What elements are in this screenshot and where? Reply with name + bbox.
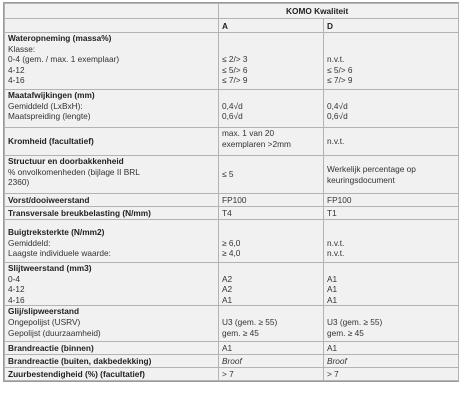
buigtreksterkte-r1: Gemiddeld:	[8, 237, 51, 248]
brandreactie-binnen-title: Brandreactie (binnen)	[5, 342, 219, 355]
zuurbestendigheid-d: > 7	[324, 368, 459, 381]
maatafwijkingen-a2: 0,6√d	[222, 111, 243, 122]
cell-structuur-d	[324, 156, 459, 194]
maatafwijkingen-d1: 0,4√d	[327, 100, 348, 111]
cell-maatafwijkingen-d	[324, 90, 459, 128]
wateropneming-a1: ≤ 2/> 3	[222, 54, 248, 65]
wateropneming-r3: 4-16	[8, 75, 25, 86]
zuurbestendigheid-a: > 7	[219, 368, 324, 381]
row-wateropneming	[5, 33, 459, 90]
kromheid-a1: max. 1 van 20	[222, 128, 275, 138]
slijtweerstand-r2: 4-12	[8, 284, 25, 295]
wateropneming-sub: Klasse:	[8, 43, 36, 54]
cell-glijweerstand-a	[219, 306, 324, 342]
header-empty-cell-2	[5, 19, 219, 33]
structuur-r1: % onvolkomenheden (bijlage II BRL	[8, 166, 140, 177]
row-vorst	[5, 194, 459, 207]
cell-wateropneming-a	[219, 33, 324, 90]
wateropneming-d3: ≤ 7/> 9	[327, 75, 353, 86]
slijtweerstand-d1: A1	[327, 273, 338, 284]
buigtreksterkte-a2: ≥ 4,0	[222, 248, 241, 259]
transversale-title: Transversale breukbelasting (N/mm)	[5, 207, 219, 220]
properties-table-container	[3, 2, 459, 382]
row-transversale	[5, 207, 459, 220]
wateropneming-title: Wateropneming (massa%)	[8, 33, 112, 43]
header-empty-cell	[5, 4, 219, 19]
vorst-a: FP100	[219, 194, 324, 207]
brandreactie-buiten-title: Brandreactie (buiten, dakbedekking)	[5, 355, 219, 368]
maatafwijkingen-title: Maatafwijkingen (mm)	[8, 90, 95, 100]
wateropneming-d1: n.v.t.	[327, 54, 345, 65]
slijtweerstand-a1: A2	[222, 273, 233, 284]
wateropneming-a2: ≤ 5/> 6	[222, 64, 248, 75]
cell-maatafwijkingen-label	[5, 90, 219, 128]
header-row-group	[5, 4, 459, 19]
slijtweerstand-a3: A1	[222, 294, 233, 305]
structuur-d1: Werkelijk percentage op	[327, 163, 416, 174]
maatafwijkingen-a1: 0,4√d	[222, 100, 243, 111]
transversale-d: T1	[324, 207, 459, 220]
glijweerstand-r1: Ongepolijst (USRV)	[8, 316, 81, 327]
cell-slijtweerstand-label	[5, 263, 219, 306]
slijtweerstand-title: Slijtweerstand (mm3)	[8, 263, 92, 273]
cell-glijweerstand-d	[324, 306, 459, 342]
kromheid-d: n.v.t.	[324, 128, 459, 156]
buigtreksterkte-d1: n.v.t.	[327, 237, 345, 248]
structuur-r2: 2360)	[8, 177, 30, 188]
maatafwijkingen-r1: Gemiddeld (LxBxH):	[8, 100, 83, 111]
cell-glijweerstand-label	[5, 306, 219, 342]
wateropneming-r1: 0-4 (gem. / max. 1 exemplaar)	[8, 54, 120, 65]
buigtreksterkte-r2: Laagste individuele waarde:	[8, 248, 111, 259]
glijweerstand-title: Glij/slipweerstand	[8, 306, 80, 317]
slijtweerstand-a2: A2	[222, 284, 233, 295]
wateropneming-d2: ≤ 5/> 6	[327, 64, 353, 75]
wateropneming-r2: 4-12	[8, 64, 25, 75]
row-slijtweerstand	[5, 263, 459, 306]
header-col-a: A	[219, 19, 324, 33]
row-maatafwijkingen	[5, 90, 459, 128]
row-glijweerstand	[5, 306, 459, 342]
header-komo-kwaliteit: KOMO Kwaliteit	[219, 4, 459, 19]
cell-maatafwijkingen-a	[219, 90, 324, 128]
slijtweerstand-r3: 4-16	[8, 294, 25, 305]
structuur-a: ≤ 5	[219, 156, 324, 194]
maatafwijkingen-d2: 0,6√d	[327, 111, 348, 122]
row-kromheid	[5, 128, 459, 156]
row-brandreactie-buiten	[5, 355, 459, 368]
cell-wateropneming-d	[324, 33, 459, 90]
buigtreksterkte-d2: n.v.t.	[327, 248, 345, 259]
kromheid-title: Kromheid (facultatief)	[5, 128, 219, 156]
cell-structuur-label	[5, 156, 219, 194]
row-buigtreksterkte	[5, 220, 459, 263]
glijweerstand-d1: U3 (gem. ≥ 55)	[327, 316, 383, 327]
brandreactie-buiten-d: Broof	[324, 355, 459, 368]
row-structuur	[5, 156, 459, 194]
glijweerstand-a1: U3 (gem. ≥ 55)	[222, 316, 278, 327]
brandreactie-binnen-d: A1	[324, 342, 459, 355]
header-col-d: D	[324, 19, 459, 33]
vorst-d: FP100	[324, 194, 459, 207]
cell-kromheid-a	[219, 128, 324, 156]
cell-buigtreksterkte-label	[5, 220, 219, 263]
row-brandreactie-binnen	[5, 342, 459, 355]
cell-slijtweerstand-d	[324, 263, 459, 306]
properties-table	[4, 3, 459, 381]
slijtweerstand-d3: A1	[327, 294, 338, 305]
transversale-a: T4	[219, 207, 324, 220]
cell-buigtreksterkte-a	[219, 220, 324, 263]
glijweerstand-d2: gem. ≥ 45	[327, 327, 364, 338]
header-row-classes	[5, 19, 459, 33]
structuur-title: Structuur en doorbakkenheid	[8, 156, 124, 166]
cell-buigtreksterkte-d	[324, 220, 459, 263]
brandreactie-binnen-a: A1	[219, 342, 324, 355]
glijweerstand-a2: gem. ≥ 45	[222, 327, 259, 338]
slijtweerstand-r1: 0-4	[8, 273, 20, 284]
wateropneming-a3: ≤ 7/> 9	[222, 75, 248, 86]
cell-slijtweerstand-a	[219, 263, 324, 306]
cell-wateropneming-label	[5, 33, 219, 90]
buigtreksterkte-title: Buigtreksterkte (N/mm2)	[8, 227, 105, 237]
vorst-title: Vorst/dooiweerstand	[5, 194, 219, 207]
slijtweerstand-d2: A1	[327, 284, 338, 295]
row-zuurbestendigheid	[5, 368, 459, 381]
kromheid-a2: exemplaren >2mm	[222, 138, 291, 149]
glijweerstand-r2: Gepolijst (duurzaamheid)	[8, 327, 101, 338]
zuurbestendigheid-title: Zuurbestendigheid (%) (facultatief)	[5, 368, 219, 381]
brandreactie-buiten-a: Broof	[219, 355, 324, 368]
buigtreksterkte-a1: ≥ 6,0	[222, 237, 241, 248]
structuur-d2: keuringsdocument	[327, 174, 395, 185]
maatafwijkingen-r2: Maatspreiding (lengte)	[8, 111, 91, 122]
